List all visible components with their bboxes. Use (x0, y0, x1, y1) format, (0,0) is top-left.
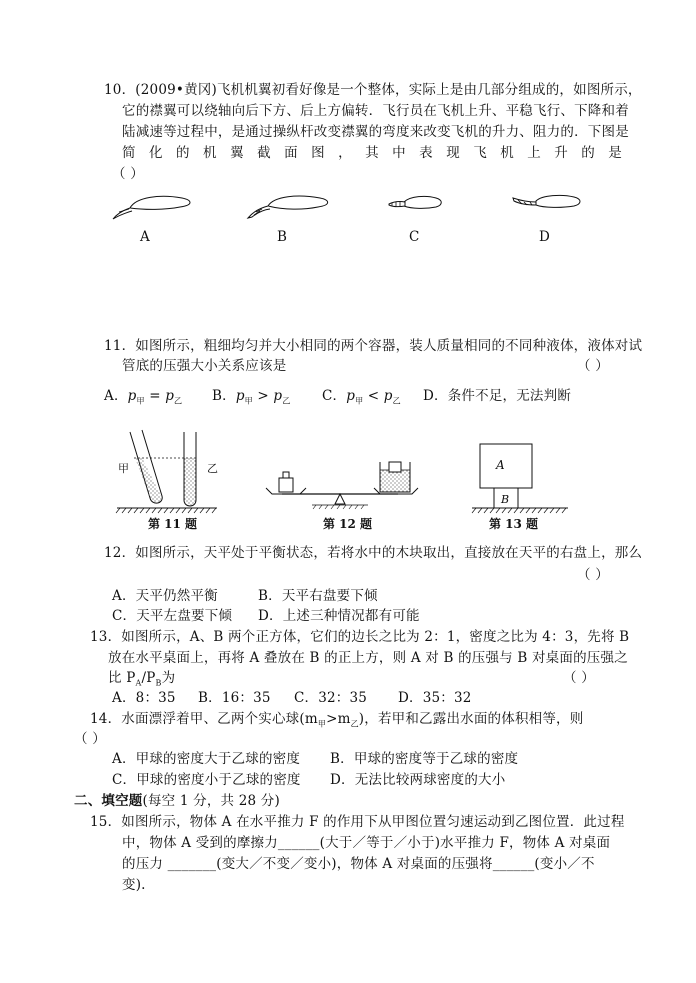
q10-line-2: 它的襟翼可以绕轴向后下方、后上方偏转．飞行员在飞机上升、平稳飞行、下降和着 (122, 103, 629, 119)
q11-line-2: 管底的压强大小关系应该是 (122, 358, 287, 374)
q14-option-d: D．无法比较两球密度的大小 (330, 772, 506, 788)
q11-option-a: A．$p_甲 = p_乙$ (104, 388, 183, 406)
figure-13-caption: 第 13 题 (489, 517, 539, 531)
q12-option-b: B．天平右盘要下倾 (258, 588, 378, 604)
q15-line-3: 的压力 _______(变大／不变／变小)，物体 A 对桌面的压强将______(变小／不 (122, 856, 595, 872)
figure-13-cubes (472, 440, 572, 514)
q13-option-a: A．8：35 (112, 690, 176, 706)
q11-option-b: B．$p_甲 > p_乙$ (212, 388, 291, 406)
figure-11-label-jia: 甲 (118, 462, 129, 475)
q13-option-b: B．16：35 (198, 690, 271, 706)
section-2-heading: 二、填空题(每空 1 分，共 28 分) (74, 793, 280, 809)
wing-figure-a (110, 190, 200, 220)
q11-line-1: 11．如图所示，粗细均匀并大小相同的两个容器，装人质量相同的不同种液体，液体对试 (104, 338, 643, 354)
wing-label-a: A (140, 229, 150, 245)
q12-line-1: 12．如图所示，天平处于平衡状态，若将水中的木块取出，直接放在天平的右盘上，那么 (104, 545, 643, 561)
figure-11-caption: 第 11 题 (148, 517, 198, 531)
q14-line-1: 14．水面漂浮着甲、乙两个实心球$(m_甲>m_乙)$，若甲和乙露出水面的体积相等，则 (90, 711, 584, 729)
q15-line-1: 15．如图所示，物体 A 在水平推力 F 的作用下从甲图位置匀速运动到乙图位置．此过程 (90, 814, 625, 830)
q14-option-c: C．甲球的密度小于乙球的密度 (112, 772, 301, 788)
figure-11-label-yi: 乙 (207, 462, 218, 475)
q11-option-d: D．条件不足，无法判断 (423, 388, 572, 404)
q11-option-c: C．$p_甲 < p_乙$ (322, 388, 401, 406)
q14-option-a: A．甲球的密度大于乙球的密度 (112, 751, 301, 767)
wing-label-b: B (277, 229, 287, 245)
q12-option-d: D．上述三种情况都有可能 (258, 608, 420, 624)
q13-option-d: D．35：32 (398, 690, 472, 706)
q10-line-3: 陆减速等过程中，是通过操纵杆改变襟翼的弯度来改变飞机的升力、阻力的．下图是 (122, 124, 629, 140)
figure-12-balance (262, 450, 420, 520)
q12-answer-bracket: （ ） (577, 567, 609, 583)
q14-option-b: B．甲球的密度等于乙球的密度 (330, 751, 519, 767)
q10-line-1: 10．(2009•黄冈)飞机机翼初看好像是一个整体，实际上是由几部分组成的，如图所示， (104, 82, 642, 98)
q15-line-4: 变). (122, 877, 146, 893)
wing-label-c: C (409, 229, 420, 245)
q13-option-c: C．32：35 (294, 690, 368, 706)
q12-option-c: C．天平左盘要下倾 (112, 608, 233, 624)
q13-answer-bracket: （ ） (563, 670, 595, 686)
q14-answer-bracket: （ ） (74, 731, 106, 747)
q12-option-a: A．天平仍然平衡 (112, 588, 218, 604)
figure-13-label-a: A (496, 458, 505, 472)
q10-answer-bracket: （ ） (112, 166, 144, 182)
wing-figure-d (510, 192, 585, 216)
wing-label-d: D (539, 229, 550, 245)
q13-line-2: 放在水平桌面上，再将 A 叠放在 B 的正上方，则 A 对 B 的压强与 B 对桌面的压强之 (108, 650, 628, 666)
q13-line-3: 比 $P_A/P_B$为 (108, 670, 176, 688)
figure-12-caption: 第 12 题 (323, 517, 373, 531)
figure-13-label-b: B (501, 493, 510, 506)
q15-line-2: 中，物体 A 受到的摩擦力______(大于／等于／小于)水平推力 F，物体 A 对桌面 (122, 835, 611, 851)
q13-line-1: 13．如图所示，A、B 两个正方体，它们的边长之比为 2：1，密度之比为 4：3，先将 B (90, 629, 630, 645)
wing-figure-c (386, 192, 446, 216)
q11-answer-bracket: （ ） (577, 358, 609, 374)
wing-figure-b (246, 190, 336, 220)
q10-line-4: 简 化 的 机 翼 截 面 图 ， 其 中 表 现 飞 机 上 升 的 是 (122, 145, 622, 161)
